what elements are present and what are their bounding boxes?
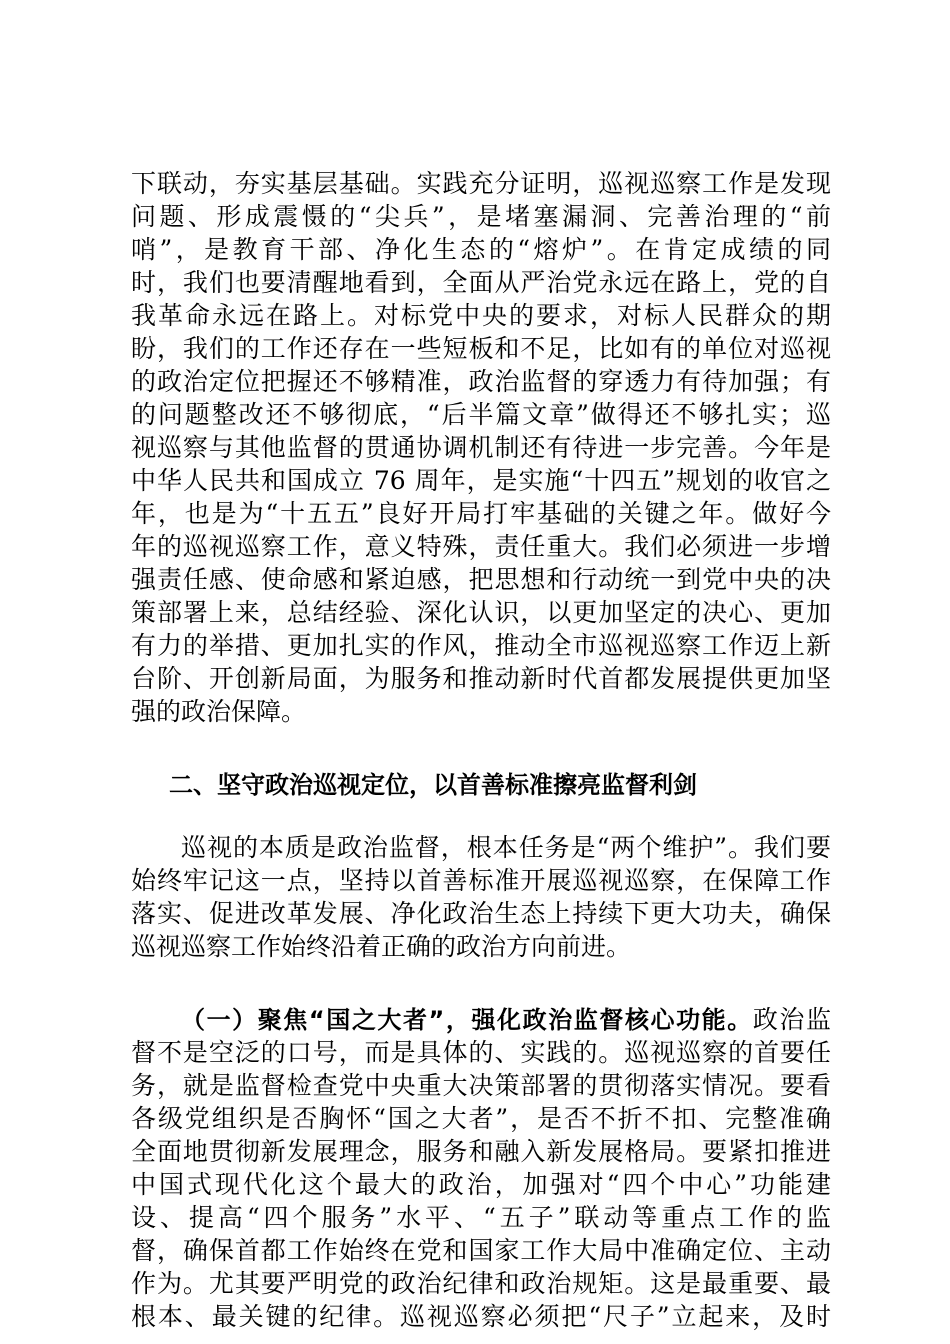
section-heading: 二、坚守政治巡视定位，以首善标准擦亮监督利剑 bbox=[169, 771, 697, 799]
text-line: 巡视巡察工作始终沿着正确的政治方向前进。 bbox=[131, 932, 632, 961]
text-line: 中国式现代化这个最大的政治，加强对“四个中心”功能建 bbox=[131, 1170, 831, 1199]
text-line: 落实、促进改革发展、净化政治生态上持续下更大功夫，确保 bbox=[131, 899, 831, 928]
text-line: 的政治定位把握还不够精准，政治监督的穿透力有待加强；有 bbox=[131, 367, 831, 396]
text-line: 盼，我们的工作还存在一些短板和不足，比如有的单位对巡视 bbox=[131, 334, 831, 363]
text-line: 中华人民共和国成立 76 周年，是实施“十四五”规划的收官之 bbox=[131, 466, 831, 495]
text-line: 时，我们也要清醒地看到，全面从严治党永远在路上，党的自 bbox=[131, 268, 831, 297]
text-line: 作为。尤其要严明党的政治纪律和政治规矩。这是最重要、最 bbox=[131, 1269, 831, 1298]
text-line bbox=[131, 1004, 831, 1036]
subsection-lead: （一）聚焦“国之大者”，强化政治监督核心功能。 bbox=[181, 1006, 753, 1034]
text-line: 设、提高“四个服务”水平、“五子”联动等重点工作的监 bbox=[131, 1203, 831, 1232]
text-line: 问题、形成震慑的“尖兵”，是堵塞漏洞、完善治理的“前 bbox=[131, 202, 831, 231]
text-line: 我革命永远在路上。对标党中央的要求，对标人民群众的期 bbox=[131, 301, 831, 330]
text-line: 全面地贯彻新发展理念，服务和融入新发展格局。要紧扣推进 bbox=[131, 1137, 831, 1166]
text-line: 督不是空泛的口号，而是具体的、实践的。巡视巡察的首要任 bbox=[131, 1038, 831, 1067]
text-line: 哨”，是教育干部、净化生态的“熔炉”。在肯定成绩的同 bbox=[131, 235, 831, 264]
text-line: 强的政治保障。 bbox=[131, 697, 307, 726]
text-line: 督，确保首都工作始终在党和国家工作大局中准确定位、主动 bbox=[131, 1236, 831, 1265]
text-line: 台阶、开创新局面，为服务和推动新时代首都发展提供更加坚 bbox=[131, 664, 831, 693]
text-line: 年，也是为“十五五”良好开局打牢基础的关键之年。做好今 bbox=[131, 499, 831, 528]
text-line: 年的巡视巡察工作，意义特殊，责任重大。我们必须进一步增 bbox=[131, 532, 831, 561]
text-line: 的问题整改还不够彻底，“后半篇文章”做得还不够扎实；巡 bbox=[131, 400, 831, 429]
text-fragment: 政治监 bbox=[752, 1005, 831, 1034]
text-line: 务，就是监督检查党中央重大决策部署的贯彻落实情况。要看 bbox=[131, 1071, 831, 1100]
text-line: 始终牢记这一点，坚持以首善标准开展巡视巡察，在保障工作 bbox=[131, 866, 831, 895]
text-line: 有力的举措、更加扎实的作风，推动全市巡视巡察工作迈上新 bbox=[131, 631, 831, 660]
text-line: 下联动，夯实基层基础。实践充分证明，巡视巡察工作是发现 bbox=[131, 169, 831, 198]
text-line: 各级党组织是否胸怀“国之大者”，是否不折不扣、完整准确 bbox=[131, 1104, 831, 1133]
text-line: 策部署上来，总结经验、深化认识，以更加坚定的决心、更加 bbox=[131, 598, 831, 627]
text-line: 视巡察与其他监督的贯通协调机制还有待进一步完善。今年是 bbox=[131, 433, 831, 462]
text-line: 巡视的本质是政治监督，根本任务是“两个维护”。我们要 bbox=[181, 833, 831, 862]
text-line: 强责任感、使命感和紧迫感，把思想和行动统一到党中央的决 bbox=[131, 565, 831, 594]
text-line: 根本、最关键的纪律。巡视巡察必须把“尺子”立起来，及时 bbox=[131, 1302, 831, 1331]
